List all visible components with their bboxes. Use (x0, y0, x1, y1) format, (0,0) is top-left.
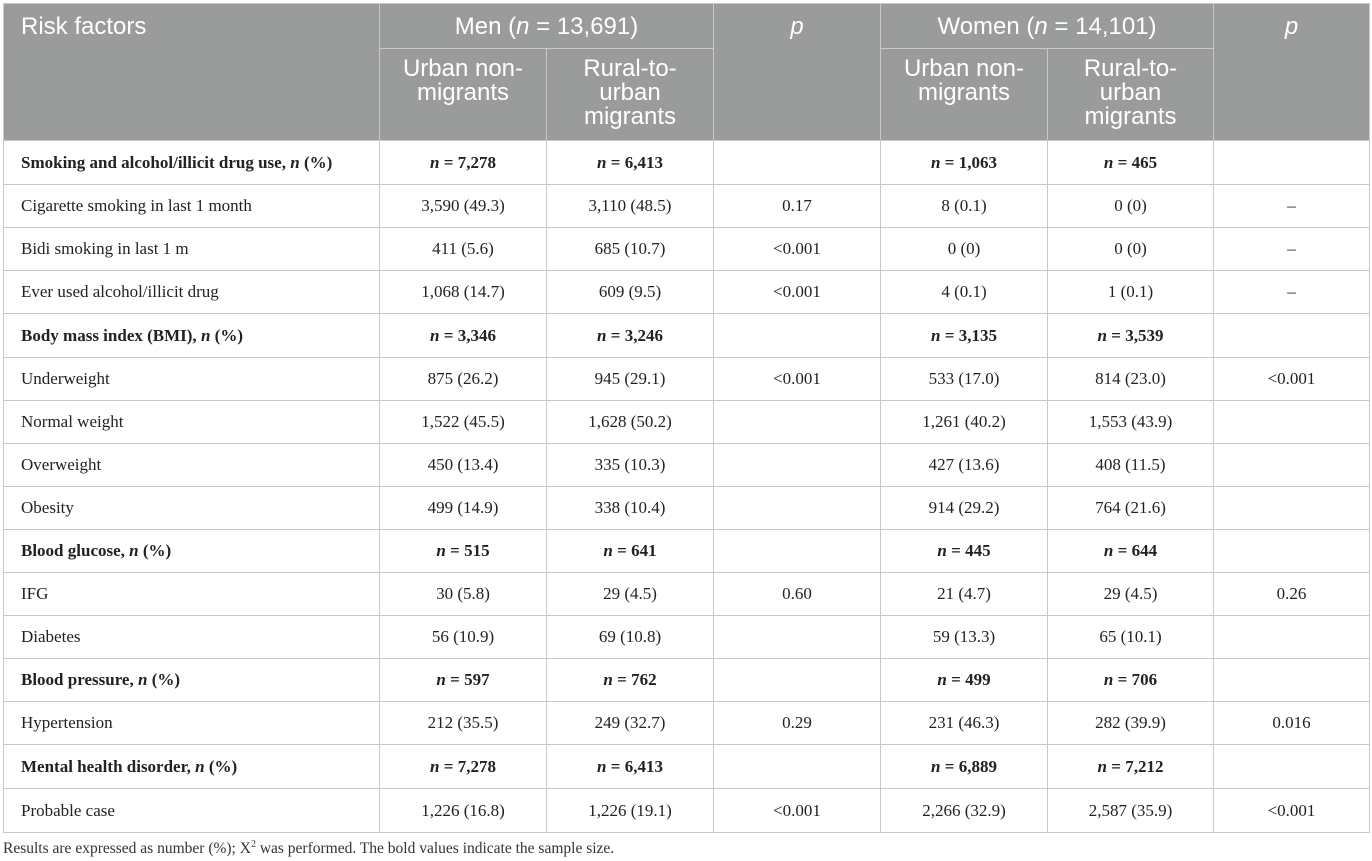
section-row (4, 141, 1370, 185)
cell-men-rural: n = 3,246 (547, 314, 714, 358)
cell-men-p: <0.001 (714, 228, 881, 271)
cell-women-urban: 8 (0.1) (881, 185, 1048, 228)
cell-men-rural: 29 (4.5) (547, 573, 714, 616)
row-label: Body mass index (BMI), n (%) (4, 314, 380, 358)
cell-men-rural: n = 762 (547, 659, 714, 702)
cell-women-rural: 65 (10.1) (1048, 616, 1214, 659)
cell-men-rural: 338 (10.4) (547, 487, 714, 530)
cell-men-p (714, 314, 881, 358)
cell-men-p (714, 444, 881, 487)
cell-men-urban: 875 (26.2) (380, 358, 547, 401)
cell-women-urban: 1,261 (40.2) (881, 401, 1048, 444)
cell-women-p (1214, 487, 1370, 530)
cell-women-rural: n = 465 (1048, 141, 1214, 185)
cell-women-urban: n = 6,889 (881, 745, 1048, 789)
row-label: Bidi smoking in last 1 m (4, 228, 380, 271)
cell-men-urban: 499 (14.9) (380, 487, 547, 530)
cell-men-rural: n = 6,413 (547, 745, 714, 789)
row-label: IFG (4, 573, 380, 616)
cell-women-p: <0.001 (1214, 789, 1370, 833)
section-row (4, 659, 1370, 702)
cell-men-rural: 685 (10.7) (547, 228, 714, 271)
row-label: Smoking and alcohol/illicit drug use, n (%) (4, 141, 380, 185)
cell-women-rural: 2,587 (35.9) (1048, 789, 1214, 833)
row-label: Hypertension (4, 702, 380, 745)
table-row (4, 487, 1370, 530)
cell-women-rural: 764 (21.6) (1048, 487, 1214, 530)
cell-women-urban: 21 (4.7) (881, 573, 1048, 616)
table-row (4, 358, 1370, 401)
section-row (4, 530, 1370, 573)
cell-women-rural: n = 706 (1048, 659, 1214, 702)
cell-men-urban: n = 7,278 (380, 745, 547, 789)
table-row (4, 702, 1370, 745)
cell-women-rural: n = 3,539 (1048, 314, 1214, 358)
cell-women-rural: 282 (39.9) (1048, 702, 1214, 745)
cell-women-rural: n = 644 (1048, 530, 1214, 573)
cell-women-urban: n = 3,135 (881, 314, 1048, 358)
cell-men-p: 0.60 (714, 573, 881, 616)
row-label: Blood pressure, n (%) (4, 659, 380, 702)
cell-women-p: – (1214, 271, 1370, 314)
cell-women-rural: 29 (4.5) (1048, 573, 1214, 616)
section-row (4, 314, 1370, 358)
cell-women-p (1214, 659, 1370, 702)
cell-men-urban: 3,590 (49.3) (380, 185, 547, 228)
cell-men-p: 0.17 (714, 185, 881, 228)
row-label: Ever used alcohol/illicit drug (4, 271, 380, 314)
row-label: Diabetes (4, 616, 380, 659)
cell-men-rural: 1,226 (19.1) (547, 789, 714, 833)
table-body (4, 141, 1370, 833)
cell-women-p (1214, 530, 1370, 573)
cell-women-p: – (1214, 228, 1370, 271)
header-risk-factors: Risk factors (4, 4, 380, 141)
cell-men-rural: n = 6,413 (547, 141, 714, 185)
cell-men-urban: 411 (5.6) (380, 228, 547, 271)
table-row (4, 228, 1370, 271)
row-label: Cigarette smoking in last 1 month (4, 185, 380, 228)
table-row (4, 444, 1370, 487)
cell-women-rural: 408 (11.5) (1048, 444, 1214, 487)
table-row (4, 271, 1370, 314)
cell-women-rural: 814 (23.0) (1048, 358, 1214, 401)
cell-women-rural: 1 (0.1) (1048, 271, 1214, 314)
cell-women-p (1214, 141, 1370, 185)
cell-women-urban: 2,266 (32.9) (881, 789, 1048, 833)
cell-men-p (714, 401, 881, 444)
cell-men-p (714, 659, 881, 702)
header-women: Women (n = 14,101) (881, 4, 1214, 49)
row-label: Overweight (4, 444, 380, 487)
header-men-urban: Urban non-migrants (380, 49, 547, 141)
cell-men-rural: 609 (9.5) (547, 271, 714, 314)
cell-women-p: <0.001 (1214, 358, 1370, 401)
cell-men-p: 0.29 (714, 702, 881, 745)
cell-men-rural: 3,110 (48.5) (547, 185, 714, 228)
cell-women-rural: 0 (0) (1048, 228, 1214, 271)
header-women-rural: Rural-to-urban migrants (1048, 49, 1214, 141)
cell-men-rural: 69 (10.8) (547, 616, 714, 659)
cell-women-rural: 0 (0) (1048, 185, 1214, 228)
cell-men-urban: 1,226 (16.8) (380, 789, 547, 833)
cell-men-p: <0.001 (714, 271, 881, 314)
cell-women-p: 0.016 (1214, 702, 1370, 745)
cell-men-rural: 945 (29.1) (547, 358, 714, 401)
cell-men-urban: 1,522 (45.5) (380, 401, 547, 444)
cell-women-urban: 427 (13.6) (881, 444, 1048, 487)
cell-women-urban: n = 445 (881, 530, 1048, 573)
cell-men-urban: 212 (35.5) (380, 702, 547, 745)
cell-women-rural: 1,553 (43.9) (1048, 401, 1214, 444)
cell-women-p (1214, 401, 1370, 444)
cell-men-rural: n = 641 (547, 530, 714, 573)
header-men-p: p (714, 4, 881, 141)
row-label: Normal weight (4, 401, 380, 444)
cell-men-rural: 249 (32.7) (547, 702, 714, 745)
cell-women-rural: n = 7,212 (1048, 745, 1214, 789)
cell-men-p (714, 745, 881, 789)
row-label: Underweight (4, 358, 380, 401)
cell-women-p (1214, 314, 1370, 358)
cell-men-rural: 335 (10.3) (547, 444, 714, 487)
row-label: Mental health disorder, n (%) (4, 745, 380, 789)
header-women-p: p (1214, 4, 1370, 141)
header-men-rural: Rural-to-urban migrants (547, 49, 714, 141)
row-label: Obesity (4, 487, 380, 530)
cell-women-urban: n = 499 (881, 659, 1048, 702)
cell-women-urban: n = 1,063 (881, 141, 1048, 185)
header-row-1 (4, 4, 1370, 49)
header-women-urban: Urban non-migrants (881, 49, 1048, 141)
table-row (4, 616, 1370, 659)
cell-men-urban: 56 (10.9) (380, 616, 547, 659)
header-men: Men (n = 13,691) (380, 4, 714, 49)
cell-men-urban: n = 515 (380, 530, 547, 573)
row-label: Probable case (4, 789, 380, 833)
cell-women-urban: 914 (29.2) (881, 487, 1048, 530)
cell-women-urban: 4 (0.1) (881, 271, 1048, 314)
cell-men-p: <0.001 (714, 789, 881, 833)
table-row (4, 573, 1370, 616)
cell-women-p (1214, 616, 1370, 659)
row-label: Blood glucose, n (%) (4, 530, 380, 573)
cell-men-urban: 450 (13.4) (380, 444, 547, 487)
cell-men-p (714, 141, 881, 185)
cell-women-p: – (1214, 185, 1370, 228)
cell-men-urban: n = 7,278 (380, 141, 547, 185)
cell-men-p (714, 530, 881, 573)
cell-men-urban: n = 597 (380, 659, 547, 702)
cell-women-urban: 0 (0) (881, 228, 1048, 271)
cell-women-p (1214, 444, 1370, 487)
table-footnote: Results are expressed as number (%); $X^2$ was performed. The bold values indicate the sample size. (3, 839, 615, 858)
cell-men-urban: 1,068 (14.7) (380, 271, 547, 314)
table-row (4, 789, 1370, 833)
cell-men-p (714, 616, 881, 659)
cell-women-p: 0.26 (1214, 573, 1370, 616)
table-row (4, 401, 1370, 444)
cell-women-urban: 231 (46.3) (881, 702, 1048, 745)
cell-men-p: <0.001 (714, 358, 881, 401)
cell-men-p (714, 487, 881, 530)
section-row (4, 745, 1370, 789)
cell-women-urban: 533 (17.0) (881, 358, 1048, 401)
cell-men-urban: n = 3,346 (380, 314, 547, 358)
cell-women-p (1214, 745, 1370, 789)
cell-women-urban: 59 (13.3) (881, 616, 1048, 659)
cell-men-urban: 30 (5.8) (380, 573, 547, 616)
risk-factors-table (3, 3, 1370, 833)
table-row (4, 185, 1370, 228)
cell-men-rural: 1,628 (50.2) (547, 401, 714, 444)
